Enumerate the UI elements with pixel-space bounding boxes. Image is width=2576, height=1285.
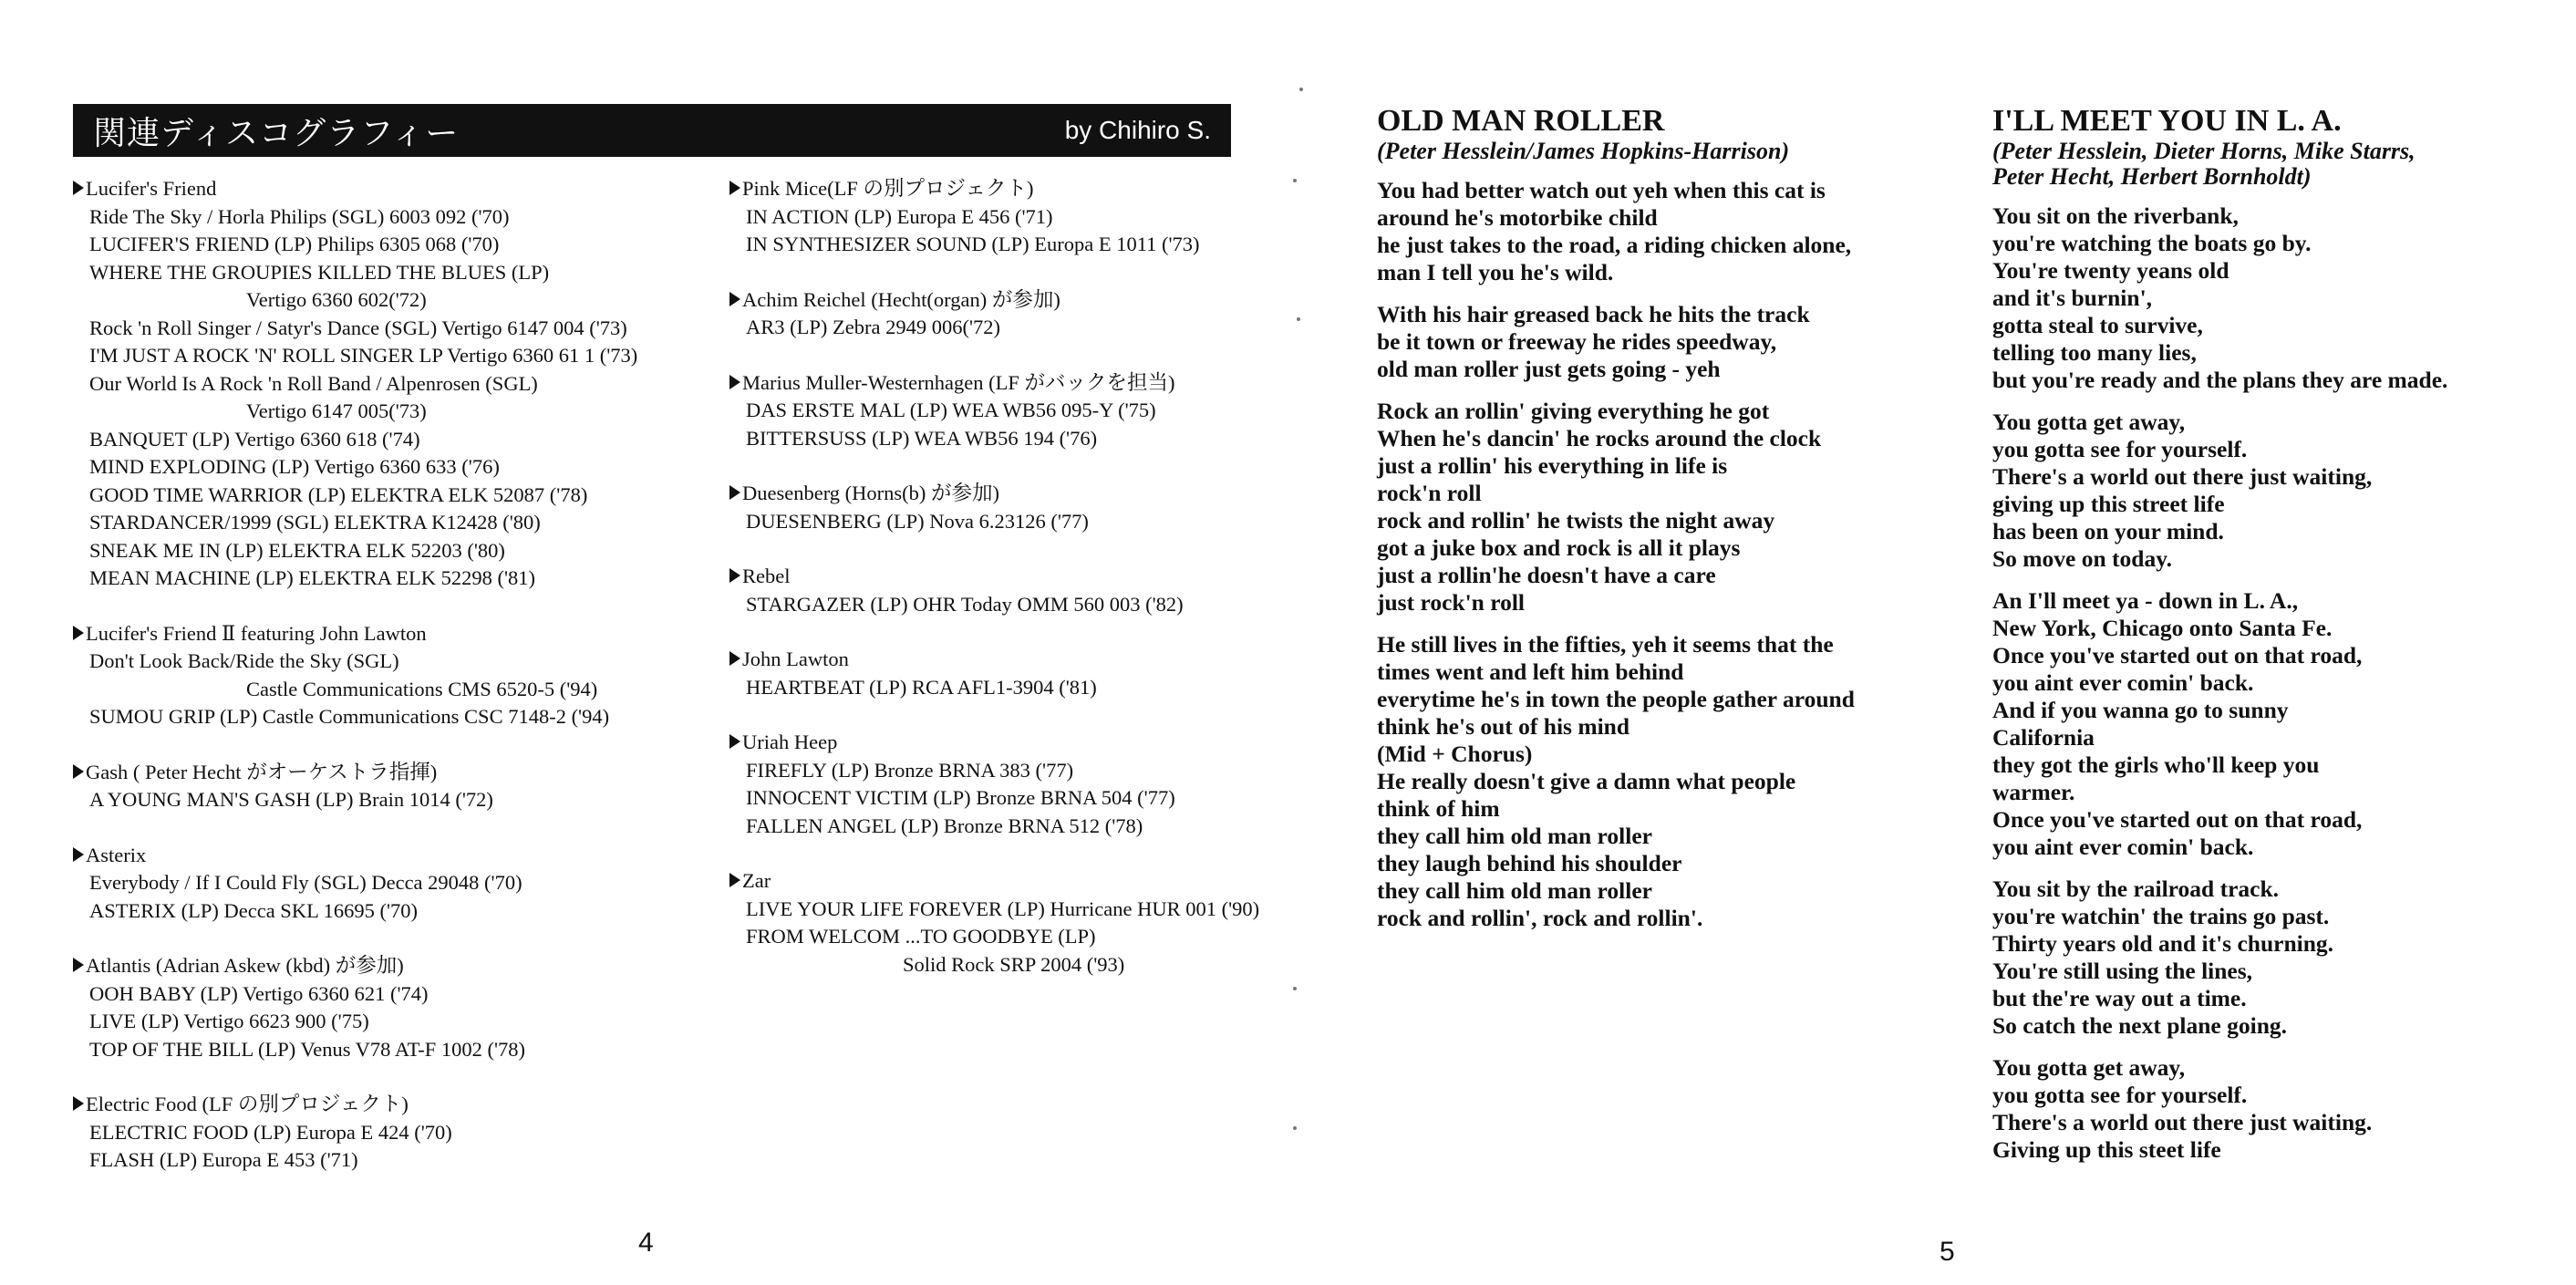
- release-entry: DAS ERSTE MAL (LP) WEA WB56 095-Y ('75): [746, 399, 1156, 421]
- triangle-bullet-icon: [729, 485, 740, 500]
- triangle-bullet-icon: [729, 651, 740, 666]
- release-entry: HEARTBEAT (LP) RCA AFL1-3904 ('81): [746, 675, 1097, 699]
- release-entry: Everybody / If I Could Fly (SGL) Decca 29048 ('70): [89, 871, 522, 894]
- release-entry: FLASH (LP) Europa E 453 ('71): [89, 1148, 358, 1171]
- lyric-line: He really doesn't give a damn what people: [1377, 768, 1796, 794]
- artist-name: Rebel: [742, 565, 791, 587]
- release-entry: INNOCENT VICTIM (LP) Bronze BRNA 504 ('77): [746, 786, 1175, 809]
- release-entry: FROM WELCOM ...TO GOODBYE (LP): [746, 925, 1096, 948]
- lyric-line: You gotta get away,: [1992, 409, 2186, 435]
- artist-name: John Lawton: [742, 648, 849, 670]
- artist-heading: [729, 646, 1295, 674]
- discography-group: [729, 867, 1295, 979]
- scan-speck: [1299, 88, 1303, 91]
- lyric-stanza: [1992, 202, 2576, 394]
- lyric-line: got a juke box and rock is all it plays: [1377, 534, 1741, 561]
- scan-speck: [1293, 179, 1297, 182]
- lyric-line: California: [1992, 724, 2095, 751]
- artist-heading: [73, 842, 711, 870]
- scan-speck: [1293, 1126, 1297, 1130]
- lyric-line: times went and left him behind: [1377, 658, 1684, 685]
- triangle-bullet-icon: [73, 626, 84, 640]
- release-entry: Ride The Sky / Horla Philips (SGL) 6003 092 ('70): [89, 204, 510, 228]
- release-entry: ASTERIX (LP) Decca SKL 16695 ('70): [89, 898, 419, 922]
- lyric-line: telling too many lies,: [1992, 339, 2197, 366]
- triangle-bullet-icon: [73, 764, 84, 779]
- lyric-line: just a rollin'he doesn't have a care: [1377, 562, 1716, 588]
- song-old-man-roller: [1377, 104, 1960, 947]
- release-entry: MEAN MACHINE (LP) ELEKTRA ELK 52298 ('81): [89, 566, 536, 589]
- song-credits: [1377, 139, 1960, 164]
- artist-heading: [73, 620, 711, 648]
- release-entry: STARGAZER (LP) OHR Today OMM 560 003 ('82): [746, 592, 1184, 616]
- release-entry: SNEAK ME IN (LP) ELEKTRA ELK 52203 ('80): [89, 538, 505, 562]
- artist-name: Atlantis (Adrian Askew (kbd) が参加): [86, 954, 404, 977]
- discography-column-2: [729, 175, 1295, 1006]
- lyric-line: And if you wanna go to sunny: [1992, 697, 2289, 723]
- release-entry: Our World Is A Rock 'n Roll Band / Alpenrosen (SGL): [89, 371, 538, 395]
- page-number-left: 4: [638, 1228, 654, 1258]
- release-entry: LUCIFER'S FRIEND (LP) Philips 6305 068 ('70): [89, 233, 500, 255]
- lyric-line: gotta steal to survive,: [1992, 312, 2203, 338]
- triangle-bullet-icon: [73, 847, 84, 862]
- triangle-bullet-icon: [73, 1096, 84, 1111]
- lyric-line: but you're ready and the plans they are made.: [1992, 367, 2448, 393]
- lyric-line: just a rollin' his everything in life is: [1377, 452, 1728, 479]
- artist-heading: [73, 175, 711, 203]
- artist-heading: [73, 759, 711, 787]
- discography-header: [73, 104, 1231, 157]
- lyric-line: You had better watch out yeh when this cat is: [1377, 177, 1826, 203]
- artist-name: Duesenberg (Horns(b) が参加): [742, 482, 1000, 504]
- release-entry: Vertigo 6147 005('73): [246, 399, 427, 422]
- lyric-line: old man roller just gets going - yeh: [1377, 356, 1721, 382]
- lyric-line: think he's out of his mind: [1377, 713, 1630, 740]
- lyric-line: rock and rollin', rock and rollin'.: [1377, 905, 1703, 931]
- lyric-line: think of him: [1377, 795, 1500, 822]
- artist-heading: [73, 952, 711, 980]
- lyric-line: So move on today.: [1992, 545, 2172, 572]
- lyric-line: you gotta see for yourself.: [1992, 1082, 2248, 1108]
- lyric-stanza: [1992, 876, 2576, 1040]
- discography-group: [73, 952, 711, 1063]
- lyric-line: you're watchin' the trains go past.: [1992, 903, 2330, 929]
- lyric-line: and it's burnin',: [1992, 285, 2153, 311]
- discography-group: [729, 369, 1295, 453]
- release-entry: TOP OF THE BILL (LP) Venus V78 AT-F 1002 ('78): [89, 1037, 526, 1061]
- scan-speck: [1297, 317, 1300, 321]
- lyric-line: There's a world out there just waiting,: [1992, 463, 2373, 490]
- discography-group: [73, 175, 711, 593]
- release-entry: ELECTRIC FOOD (LP) Europa E 424 ('70): [89, 1120, 452, 1144]
- release-entry: Don't Look Back/Ride the Sky (SGL): [89, 649, 399, 672]
- lyric-line: around he's motorbike child: [1377, 204, 1658, 231]
- lyric-line: rock and rollin' he twists the night away: [1377, 507, 1775, 534]
- artist-heading: [729, 369, 1295, 398]
- artist-name: Lucifer's Friend: [86, 177, 217, 200]
- lyric-line: you gotta see for yourself.: [1992, 436, 2248, 462]
- song-title: I'LL MEET YOU IN L. A.: [1992, 104, 2342, 138]
- release-entry: Solid Rock SRP 2004 ('93): [903, 952, 1125, 976]
- lyric-line: you aint ever comin' back.: [1992, 834, 2254, 860]
- release-entry: IN ACTION (LP) Europa E 456 ('71): [746, 204, 1053, 228]
- artist-heading: [729, 175, 1295, 203]
- artist-name: Achim Reichel (Hecht(organ) が参加): [742, 287, 1060, 311]
- lyric-line: New York, Chicago onto Santa Fe.: [1992, 615, 2333, 641]
- lyric-line: He still lives in the fifties, yeh it seems that the: [1377, 631, 1834, 658]
- discography-title: 関連ディスコグラフィー: [93, 114, 460, 152]
- release-entry: BITTERSUSS (LP) WEA WB56 194 ('76): [746, 426, 1098, 450]
- artist-heading: [729, 480, 1295, 508]
- discography-group: [729, 480, 1295, 535]
- triangle-bullet-icon: [729, 181, 740, 195]
- release-entry: I'M JUST A ROCK 'N' ROLL SINGER LP Vertigo 6360 61 1 ('73): [89, 344, 638, 367]
- artist-name: Asterix: [86, 843, 147, 866]
- discography-group: [729, 563, 1295, 618]
- lyric-line: You're twenty yeans old: [1992, 257, 2229, 284]
- release-entry: LIVE YOUR LIFE FOREVER (LP) Hurricane HUR 001 ('90): [746, 896, 1260, 920]
- artist-name: Gash ( Peter Hecht がオーケストラ指揮): [86, 760, 438, 783]
- lyric-line: You sit by the railroad track.: [1992, 876, 2280, 902]
- discography-group: [73, 1091, 711, 1175]
- release-entry: FIREFLY (LP) Bronze BRNA 383 ('77): [746, 758, 1074, 782]
- artist-name: Marius Muller-Westernhagen (LF がバックを担当): [742, 370, 1175, 394]
- lyric-line: There's a world out there just waiting.: [1992, 1109, 2373, 1135]
- lyric-line: but the're way out a time.: [1992, 985, 2247, 1011]
- discography-group: [73, 842, 711, 926]
- lyric-line: With his hair greased back he hits the track: [1377, 301, 1810, 327]
- lyric-line: they got the girls who'll keep you: [1992, 751, 2320, 778]
- lyric-line: he just takes to the road, a riding chicken alone,: [1377, 232, 1852, 258]
- lyric-line: warmer.: [1992, 779, 2075, 805]
- lyric-stanza: [1377, 631, 1960, 932]
- lyric-line: Rock an rollin' giving everything he got: [1377, 398, 1770, 424]
- triangle-bullet-icon: [73, 958, 84, 972]
- song-title: OLD MAN ROLLER: [1377, 104, 1665, 138]
- artist-name: Uriah Heep: [742, 731, 838, 753]
- lyric-line: (Mid + Chorus): [1377, 741, 1533, 767]
- lyric-line: Once you've started out on that road,: [1992, 642, 2363, 668]
- lyric-stanza: [1377, 301, 1960, 383]
- release-entry: Castle Communications CMS 6520-5 ('94): [246, 677, 598, 700]
- release-entry: FALLEN ANGEL (LP) Bronze BRNA 512 ('78): [746, 813, 1143, 837]
- discography-group: [729, 729, 1295, 840]
- lyric-line: you aint ever comin' back.: [1992, 669, 2254, 696]
- lyric-line: Giving up this steet life: [1992, 1136, 2221, 1163]
- lyric-line: just rock'n roll: [1377, 589, 1525, 616]
- artist-heading: [729, 729, 1295, 757]
- discography-group: [73, 759, 711, 814]
- lyric-stanza: [1377, 398, 1960, 617]
- discography-group: [729, 175, 1295, 259]
- artist-name: Pink Mice(LF の別プロジェクト): [742, 177, 1034, 200]
- lyric-line: you're watching the boats go by.: [1992, 230, 2312, 256]
- discography-group: [729, 646, 1295, 701]
- artist-name: Electric Food (LF の別プロジェクト): [86, 1093, 409, 1115]
- release-entry: DUESENBERG (LP) Nova 6.23126 ('77): [746, 509, 1089, 533]
- discography-group: [729, 286, 1295, 342]
- triangle-bullet-icon: [729, 568, 740, 583]
- author-byline: by Chihiro S.: [1064, 116, 1211, 144]
- release-entry: AR3 (LP) Zebra 2949 006('72): [746, 316, 1000, 338]
- triangle-bullet-icon: [729, 375, 740, 389]
- lyric-line: When he's dancin' he rocks around the clock: [1377, 425, 1822, 451]
- release-entry: Vertigo 6360 602('72): [246, 288, 427, 311]
- song-ill-meet-you-in-la: [1992, 104, 2576, 1178]
- release-entry: WHERE THE GROUPIES KILLED THE BLUES (LP): [89, 260, 550, 284]
- lyric-line: Once you've started out on that road,: [1992, 806, 2363, 833]
- release-entry: GOOD TIME WARRIOR (LP) ELEKTRA ELK 52087 ('78): [89, 482, 588, 506]
- release-entry: OOH BABY (LP) Vertigo 6360 621 ('74): [89, 981, 429, 1005]
- credit-line: Peter Hecht, Herbert Bornholdt): [1992, 163, 2312, 190]
- artist-heading: [729, 867, 1295, 896]
- artist-heading: [729, 286, 1295, 315]
- triangle-bullet-icon: [729, 734, 740, 749]
- lyric-line: You sit on the riverbank,: [1992, 202, 2239, 229]
- discography-group: [73, 620, 711, 731]
- lyric-line: Thirty years old and it's churning.: [1992, 930, 2334, 957]
- lyric-stanza: [1992, 587, 2576, 861]
- lyric-line: everytime he's in town the people gather around: [1377, 686, 1855, 712]
- lyric-stanza: [1377, 177, 1960, 286]
- triangle-bullet-icon: [729, 292, 740, 306]
- discography-column-1: [73, 175, 711, 1202]
- artist-heading: [73, 1091, 711, 1119]
- artist-heading: [729, 563, 1295, 591]
- credit-line: (Peter Hesslein/James Hopkins-Harrison): [1377, 138, 1790, 164]
- lyric-line: they call him old man roller: [1377, 823, 1652, 849]
- scan-speck: [1293, 987, 1297, 990]
- credit-line: (Peter Hesslein, Dieter Horns, Mike Starrs,: [1992, 138, 2416, 164]
- lyric-line: You gotta get away,: [1992, 1054, 2186, 1081]
- page-number-right: 5: [1940, 1237, 1955, 1267]
- lyric-stanza: [1992, 409, 2576, 573]
- song-credits: [1992, 139, 2576, 190]
- release-entry: STARDANCER/1999 (SGL) ELEKTRA K12428 ('80): [89, 511, 541, 534]
- triangle-bullet-icon: [73, 181, 84, 195]
- lyric-line: man I tell you he's wild.: [1377, 259, 1614, 285]
- artist-name: Zar: [742, 869, 771, 892]
- release-entry: MIND EXPLODING (LP) Vertigo 6360 633 ('76): [89, 455, 500, 478]
- lyric-stanza: [1992, 1054, 2576, 1164]
- triangle-bullet-icon: [729, 873, 740, 887]
- lyric-line: So catch the next plane going.: [1992, 1012, 2288, 1039]
- release-entry: Rock 'n Roll Singer / Satyr's Dance (SGL) Vertigo 6147 004 ('73): [89, 316, 627, 339]
- lyric-line: giving up this street life: [1992, 491, 2225, 517]
- lyric-line: You're still using the lines,: [1992, 958, 2253, 984]
- lyric-line: they laugh behind his shoulder: [1377, 850, 1682, 876]
- lyric-line: An I'll meet ya - down in L. A.,: [1992, 587, 2299, 614]
- release-entry: IN SYNTHESIZER SOUND (LP) Europa E 1011 ('73): [746, 233, 1200, 255]
- artist-name: Lucifer's Friend Ⅱ featuring John Lawton: [86, 621, 427, 645]
- lyric-line: be it town or freeway he rides speedway,: [1377, 328, 1777, 355]
- release-entry: BANQUET (LP) Vertigo 6360 618 ('74): [89, 427, 420, 451]
- lyric-line: has been on your mind.: [1992, 518, 2224, 544]
- lyric-line: they call him old man roller: [1377, 877, 1652, 904]
- lyric-line: rock'n roll: [1377, 480, 1482, 506]
- release-entry: SUMOU GRIP (LP) Castle Communications CSC 7148-2 ('94): [89, 705, 610, 728]
- release-entry: LIVE (LP) Vertigo 6623 900 ('75): [89, 1010, 369, 1032]
- release-entry: A YOUNG MAN'S GASH (LP) Brain 1014 ('72): [89, 788, 493, 811]
